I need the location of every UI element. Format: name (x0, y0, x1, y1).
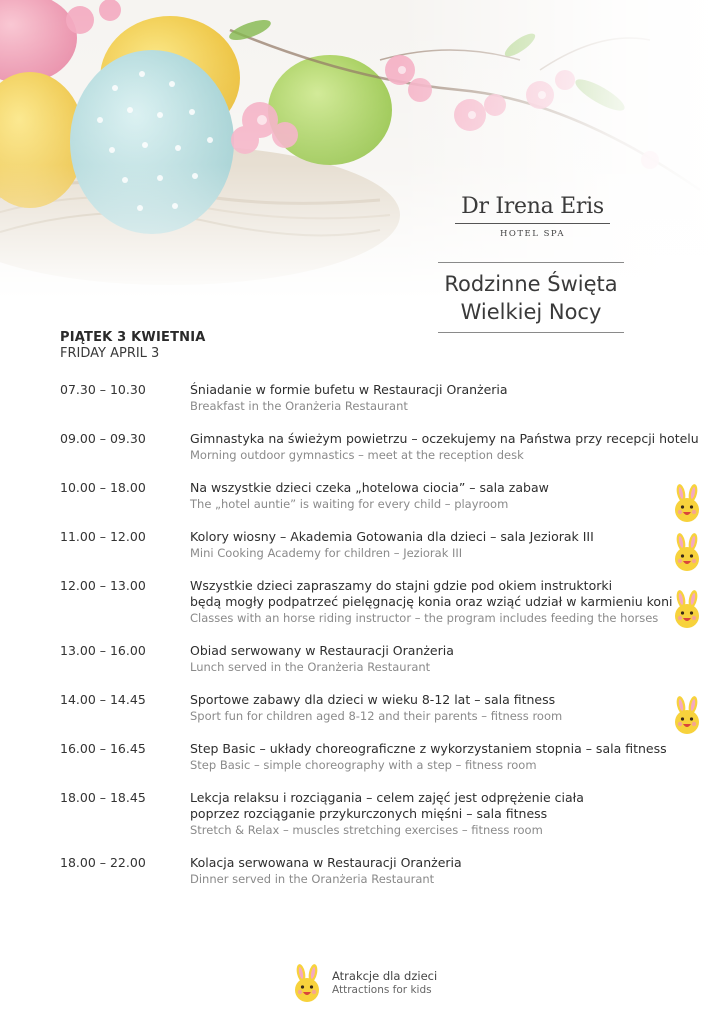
day-heading (60, 330, 206, 361)
schedule-time: 12.00 – 13.00 (60, 578, 146, 593)
schedule-time: 14.00 – 14.45 (60, 692, 146, 707)
schedule-description (190, 643, 670, 675)
schedule-activity-pl: Na wszystkie dzieci czeka „hotelowa ciocia” – sala zabaw (190, 480, 549, 495)
schedule-description (190, 382, 670, 414)
schedule-activity-en: Mini Cooking Academy for children – Jeziorak III (190, 546, 463, 560)
schedule-activity-pl: Śniadanie w formie bufetu w Restauracji Oranżeria (190, 382, 508, 397)
schedule-activity-en: Dinner served in the Oranżeria Restaurant (190, 872, 435, 886)
easter-eggs-illustration (0, 0, 725, 300)
bunny-icon (290, 964, 324, 1004)
schedule-description (190, 741, 670, 773)
schedule-activity-en: The „hotel auntie” is waiting for every child – playroom (190, 497, 509, 511)
easter-hero-image (0, 0, 725, 300)
legend-label-en: Attractions for kids (332, 984, 432, 996)
bunny-icon (670, 696, 704, 736)
schedule-activity-pl: Kolacja serwowana w Restauracji Oranżeria (190, 855, 462, 870)
brand-name: Dr Irena Eris (461, 194, 604, 219)
schedule-activity-en: Stretch & Relax – muscles stretching exercises – fitness room (190, 823, 543, 837)
schedule-activity-en: Breakfast in the Oranżeria Restaurant (190, 399, 408, 413)
legend-label-pl: Atrakcje dla dzieci (332, 969, 438, 983)
schedule-time: 16.00 – 16.45 (60, 741, 146, 756)
title-top-divider (438, 262, 624, 263)
schedule-time: 09.00 – 09.30 (60, 431, 146, 446)
schedule-activity-pl: Step Basic – układy choreograficzne z wykorzystaniem stopnia – sala fitness (190, 741, 667, 756)
schedule-activity-pl: będą mogły podpatrzeć pielęgnację konia oraz wziąć udział w karmieniu koni (190, 594, 673, 609)
event-title (430, 270, 632, 326)
schedule-description (190, 790, 670, 838)
schedule-activity-en: Classes with an horse riding instructor – the program includes feeding the horses (190, 611, 659, 625)
title-bottom-divider (438, 332, 624, 333)
kids-legend (290, 962, 470, 1006)
schedule-time: 11.00 – 12.00 (60, 529, 146, 544)
schedule-time: 13.00 – 16.00 (60, 643, 146, 658)
schedule-description (190, 480, 670, 512)
schedule-activity-pl: Gimnastyka na świeżym powietrzu – oczekujemy na Państwa przy recepcji hotelu (190, 431, 699, 446)
schedule-time: 07.30 – 10.30 (60, 382, 146, 397)
schedule-description (190, 855, 670, 887)
day-heading-pl: PIĄTEK 3 KWIETNIA (60, 330, 206, 345)
schedule-description (190, 692, 670, 724)
schedule-activity-en: Lunch served in the Oranżeria Restaurant (190, 660, 431, 674)
schedule-activity-en: Step Basic – simple choreography with a step – fitness room (190, 758, 537, 772)
event-title-line2: Wielkiej Nocy (460, 300, 602, 324)
schedule-activity-pl: Kolory wiosny – Akademia Gotowania dla dzieci – sala Jeziorak III (190, 529, 594, 544)
schedule-time: 18.00 – 22.00 (60, 855, 146, 870)
legend-text (332, 969, 437, 996)
schedule-description (190, 529, 670, 561)
brand-subtitle: HOTEL SPA (499, 229, 565, 239)
bunny-icon (670, 590, 704, 630)
brand-divider (455, 223, 610, 224)
bunny-icon (670, 533, 704, 573)
schedule-description (190, 431, 699, 463)
schedule-activity-en: Sport fun for children aged 8-12 and their parents – fitness room (190, 709, 563, 723)
event-title-line1: Rodzinne Święta (444, 272, 618, 296)
schedule-activity-pl: Sportowe zabawy dla dzieci w wieku 8-12 lat – sala fitness (190, 692, 556, 707)
bunny-icon (670, 484, 704, 524)
schedule-activity-pl: poprzez rozciąganie przykurczonych mięśni – sala fitness (190, 806, 548, 821)
brand-logo (455, 194, 610, 239)
schedule-time: 10.00 – 18.00 (60, 480, 146, 495)
schedule-time: 18.00 – 18.45 (60, 790, 146, 805)
schedule-activity-pl: Wszystkie dzieci zapraszamy do stajni gdzie pod okiem instruktorki (190, 578, 613, 593)
day-heading-en: FRIDAY APRIL 3 (60, 346, 160, 361)
schedule-description (190, 578, 673, 626)
schedule-activity-en: Morning outdoor gymnastics – meet at the reception desk (190, 448, 524, 462)
schedule-activity-pl: Lekcja relaksu i rozciągania – celem zajęć jest odprężenie ciała (190, 790, 584, 805)
schedule-activity-pl: Obiad serwowany w Restauracji Oranżeria (190, 643, 454, 658)
